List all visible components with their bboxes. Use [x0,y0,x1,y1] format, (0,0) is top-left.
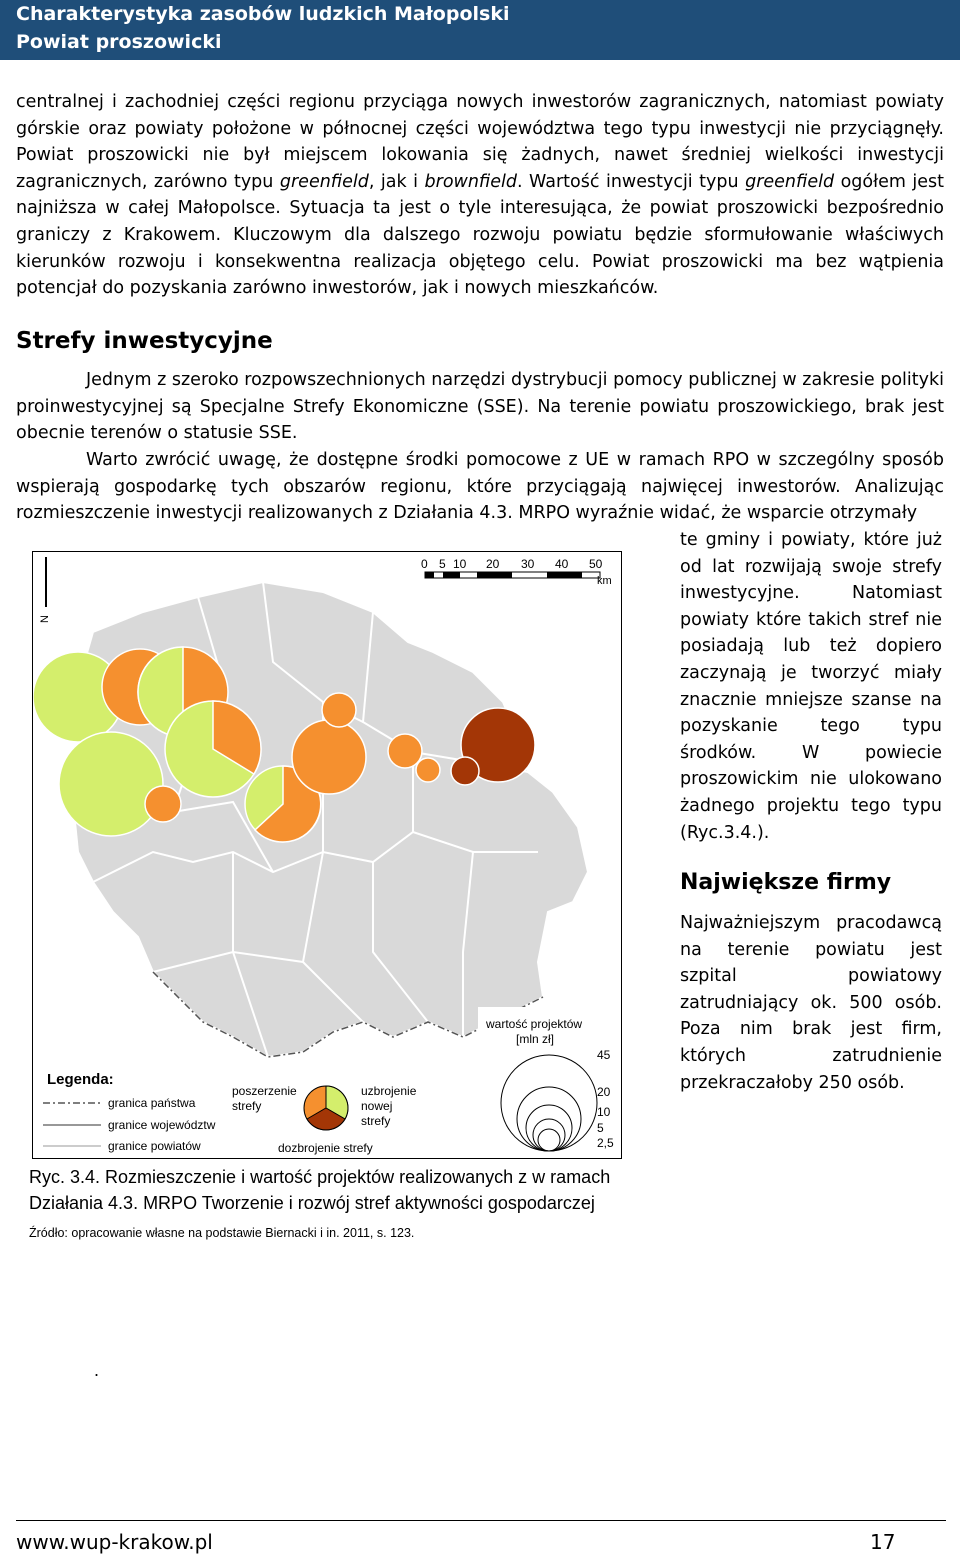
section-heading-largest-companies: Największe firmy [680,870,892,895]
scale-tick: 30 [521,557,535,571]
header-subtitle: Powiat proszowicki [16,31,222,53]
legend-voivodeship-border: granice województw [108,1118,216,1132]
project-circle [416,758,440,782]
project-circle [59,732,163,836]
map-figure [33,552,621,1158]
legend-new-zone-label-2: nowej [361,1099,393,1113]
value-legend [478,1007,620,1157]
scale-bar [421,557,612,587]
project-circle [145,786,181,822]
legend-additional-equipment-label: dozbrojenie strefy [278,1141,373,1155]
map-legend [33,1062,443,1157]
legend-title: Legenda: [47,1071,114,1088]
section-heading-investment-zones: Strefy inwestycyjne [16,328,273,354]
intro-paragraph: centralnej i zachodniej części regionu przyciąga nowych inwestorów zagranicznych, natomiast powiaty górskie oraz powiaty położone w północnej części województwa tego typu inwestycji nie przyciągnęły. Powiat proszowicki nie był miejscem lokowania się żadnych, nawet średniej wielkości inwestycji zagranicznych, zarówno typu greenfield, jak i brownfield. Wartość inwestycji typu greenfield ogółem jest najniższa w całej Małopolsce. Sytuacja ta jest o tyle interesująca, że powiat proszowicki bezpośrednio graniczy z Krakowem. Kluczowym dla dalszego rozwoju powiatu będzie sformułowanie właściwych kierunków rozwoju i konsekwentna realizacja objętego celu. Powiat proszowicki ma bez wątpienia potencjał do pozyskania zarówno inwestorów, jak i nowych mieszkańców. [16,92,944,299]
value-level: 10 [597,1105,611,1119]
north-label: N [39,615,51,623]
project-circle [451,757,479,785]
investment-map [32,551,622,1159]
project-circle [388,734,422,768]
caption-line-2: Działania 4.3. MRPO Tworzenie i rozwój stref aktywności gospodarczej [29,1193,595,1213]
emphasis-greenfield-2: greenfield [745,171,835,192]
figure-source: Źródło: opracowanie własne na podstawie Biernacki i in. 2011, s. 123. [29,1226,415,1240]
stray-dot: . [94,1360,100,1380]
legend-pie-symbol [304,1086,348,1130]
legend-state-border: granica państwa [108,1096,196,1110]
project-pie [165,701,261,797]
paragraph-rpo: Warto zwrócić uwagę, że dostępne środki pomocowe z UE w ramach RPO w szczególny sposób wspierają gospodarkę tych obszarów regionu, które przyciągają najwięcej inwestorów. Analizując rozmieszczenie inwestycji realizowanych z Działania 4.3. MRPO wyraźnie widać, że wsparcie otrzymały [16,450,944,524]
footer-url: www.wup-krakow.pl [16,1530,213,1554]
footer-divider [16,1520,946,1521]
value-level: 20 [597,1085,611,1099]
emphasis-brownfield: brownfield [424,171,517,192]
emphasis-greenfield: greenfield [279,171,369,192]
legend-new-zone-label: uzbrojenie [361,1084,417,1098]
value-level: 5 [597,1121,604,1135]
scale-tick: 0 [421,557,428,571]
scale-unit: km [597,575,612,587]
scale-tick: 10 [453,557,467,571]
legend-district-border: granice powiatów [108,1139,201,1153]
figure-caption [29,1164,629,1216]
scale-tick: 5 [439,557,446,571]
page-number: 17 [870,1530,896,1554]
project-circle [322,693,356,727]
project-circle [292,720,366,794]
scale-tick: 50 [589,557,603,571]
paragraph-sse: Jednym z szeroko rozpowszechnionych narzędzi dystrybucji pomocy publicznej w zakresie polityki proinwestycyjnej są Specjalne Strefy Ekonomiczne (SSE). Na terenie powiatu proszowickiego, brak jest obecnie terenów o statusie SSE. [16,370,944,444]
value-level: 2,5 [597,1136,614,1150]
side-paragraph-companies: Najważniejszym pracodawcą na terenie powiatu jest szpital powiatowy zatrudniający ok. 500 osób. Poza nim brak jest firm, których zatrudnienie przekraczałoby 250 osób. [680,913,942,1093]
scale-tick: 40 [555,557,569,571]
legend-expansion-label-2: strefy [232,1099,262,1113]
page-header [0,0,960,60]
header-title: Charakterystyka zasobów ludzkich Małopolski [16,3,510,25]
legend-expansion-label: poszerzenie [232,1084,297,1098]
value-level: 45 [597,1048,611,1062]
value-legend-title: wartość projektów [486,1017,583,1031]
legend-new-zone-label-3: strefy [361,1114,391,1128]
caption-line-1: Ryc. 3.4. Rozmieszczenie i wartość projektów realizowanych z w ramach [29,1167,611,1187]
value-legend-unit: [mln zł] [516,1032,555,1046]
side-paragraph-zones: te gminy i powiaty, które już od lat rozwijają swoje strefy inwestycyjne. Natomiast powiaty które takich stref nie posiadają lub też dopiero zaczynają je tworzyć miały znacznie mniejsze szanse na pozyskanie tego typu środków. W powiecie proszowickim nie ulokowano żadnego projektu tego typu (Ryc.3.4.). [680,530,942,843]
scale-tick: 20 [486,557,500,571]
